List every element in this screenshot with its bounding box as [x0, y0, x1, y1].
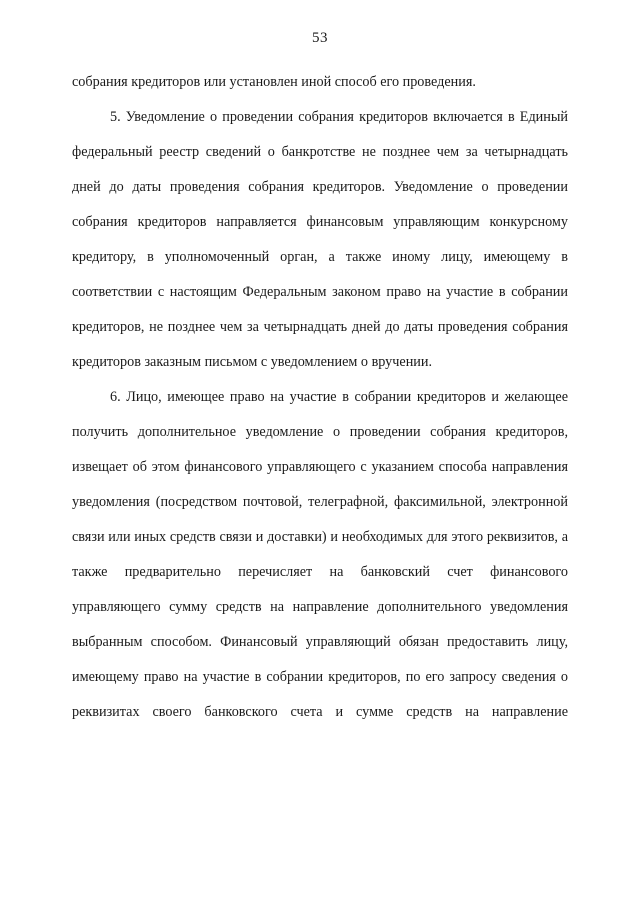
- page-number: 53: [312, 30, 328, 46]
- document-body: [72, 65, 568, 765]
- paragraph-item-5: 5. Уведомление о проведении собрания кредиторов включается в Единый федеральный реестр сведений о банкротстве не позднее чем за четырнадцать дней до даты проведения собрания кредиторов. Уведомление о проведении собрания кредиторов направляется финансовым управляющим конкурсному кредитору, в уполномоченный орган, а также иному лицу, имеющему в соответствии с настоящим Федеральным законом право на участие в собрании кредиторов, не позднее чем за четырнадцать дней до даты проведения собрания кредиторов заказным письмом с уведомлением о вручении.: [72, 109, 568, 370]
- paragraph-continued: собрания кредиторов или установлен иной способ его проведения.: [72, 74, 476, 90]
- paragraph-item-6: 6. Лицо, имеющее право на участие в собрании кредиторов и желающее получить дополнительное уведомление о проведении собрания кредиторов, извещает об этом финансового управляющего с указанием способа направления уведомления (посредством почтовой, телеграфной, факсимильной, электронной связи или иных средств связи и доставки) и необходимых для этого реквизитов, а также предварительно перечисляет на банковский счет финансового управляющего сумму средств на направление дополнительного уведомления выбранным способом. Финансовый управляющий обязан предоставить лицу, имеющему право на участие в собрании кредиторов, по его запросу сведения о реквизитах своего банковского счета и сумме средств на направление: [72, 389, 568, 720]
